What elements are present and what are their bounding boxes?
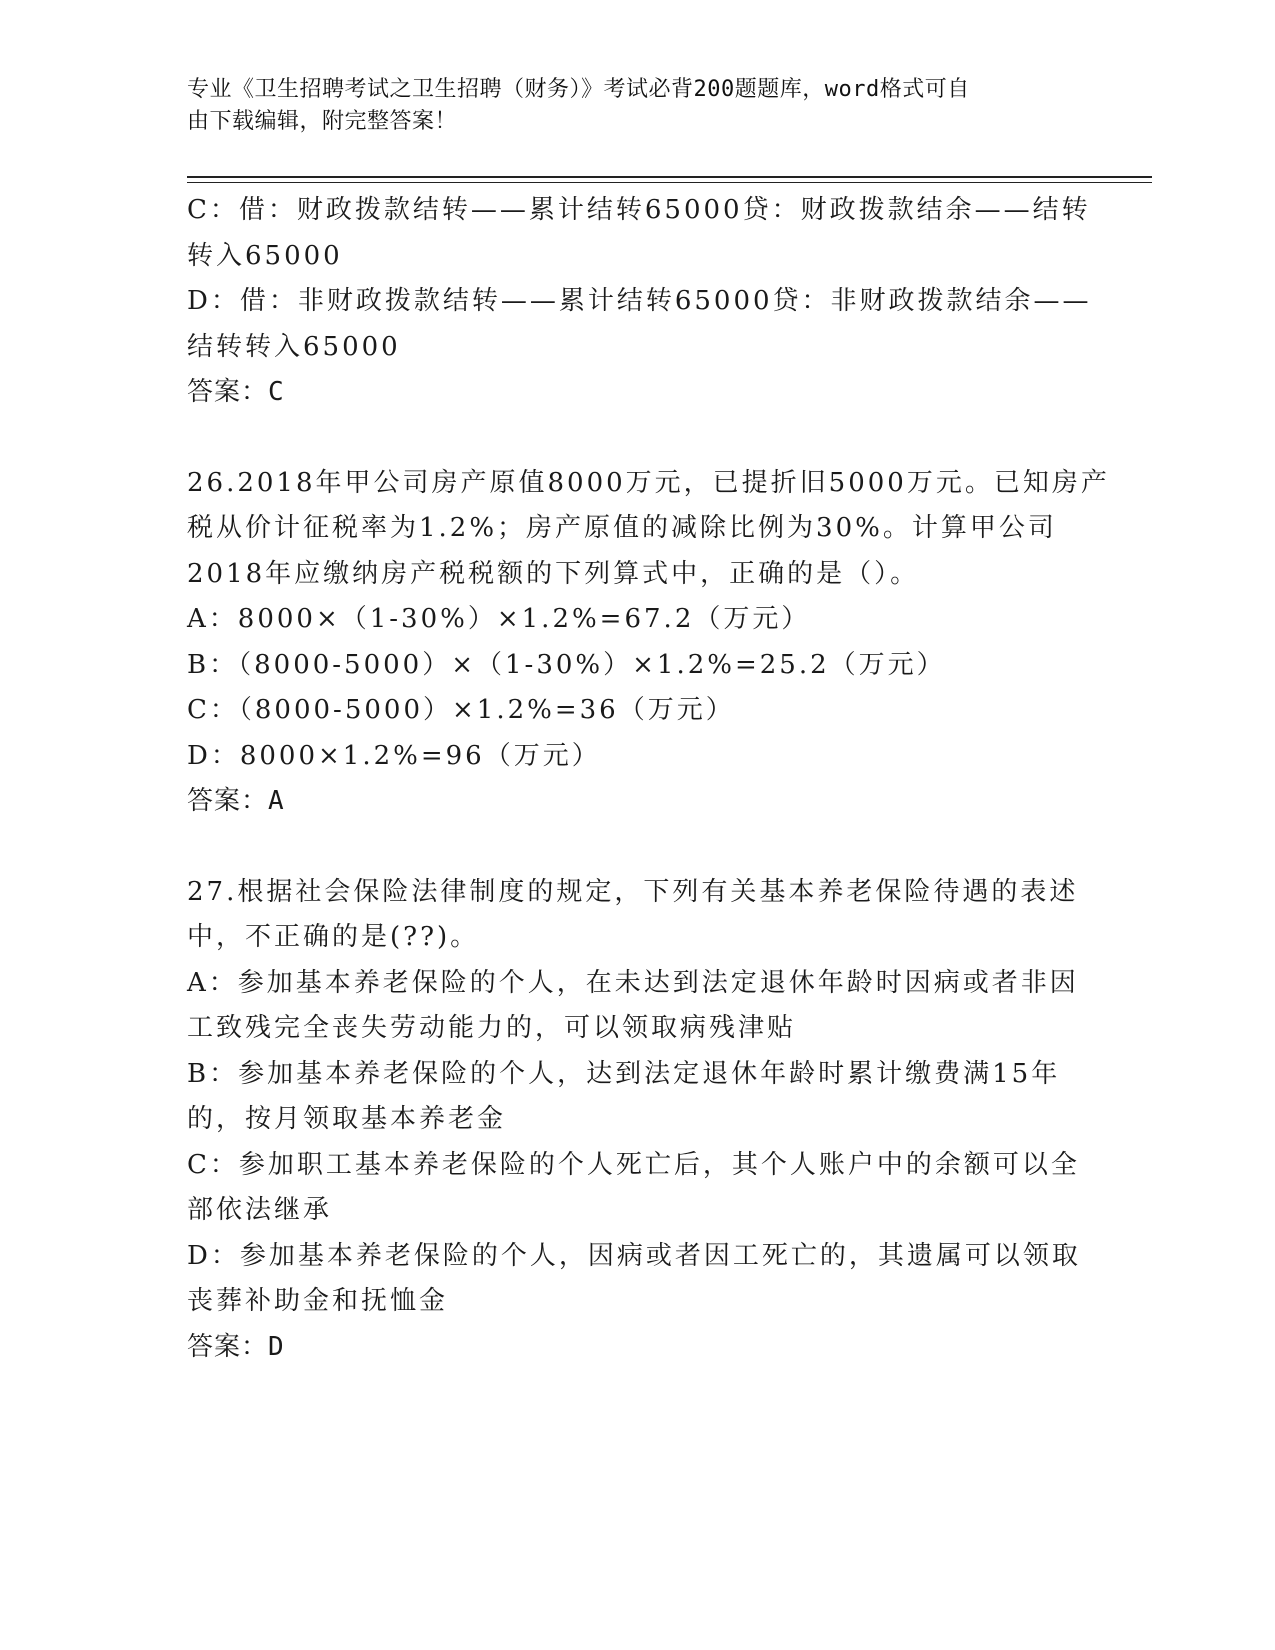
question-25-tail bbox=[187, 188, 1092, 416]
q27-option-b-line-1: B：参加基本养老保险的个人，达到法定退休年龄时累计缴费满15年 bbox=[187, 1058, 1061, 1089]
q27-stem-line-2: 中，不正确的是(??)。 bbox=[187, 922, 480, 952]
header-divider-thick bbox=[187, 176, 1152, 178]
q27-option-c-line-1: C：参加职工基本养老保险的个人死亡后，其个人账户中的余额可以全 bbox=[187, 1149, 1080, 1180]
q25-option-d-line-1: D：借：非财政拨款结转——累计结转65000贷：非财政拨款结余—— bbox=[187, 286, 1092, 316]
q27-option-c-line-2: 部依法继承 bbox=[187, 1195, 333, 1225]
q25-answer: 答案：C bbox=[187, 377, 285, 407]
document-header bbox=[187, 74, 1067, 138]
q26-option-a: A：8000×（1-30%）×1.2%=67.2（万元） bbox=[187, 604, 811, 634]
spacer bbox=[187, 825, 1087, 870]
q25-option-c-line-1: C：借：财政拨款结转——累计结转65000贷：财政拨款结余——结转 bbox=[187, 195, 1091, 225]
header-divider-thin bbox=[187, 182, 1152, 183]
question-content bbox=[187, 188, 1110, 1370]
q26-stem-line-3: 2018年应缴纳房产税税额的下列算式中，正确的是（）。 bbox=[187, 558, 920, 589]
q25-option-d-line-2: 结转转入65000 bbox=[187, 331, 401, 362]
q26-stem-line-1: 26.2018年甲公司房产原值8000万元，已提折旧5000万元。已知房产 bbox=[187, 467, 1110, 498]
q27-stem-line-1: 27.根据社会保险法律制度的规定，下列有关基本养老保险待遇的表述 bbox=[187, 876, 1079, 907]
q27-option-b-line-2: 的，按月领取基本养老金 bbox=[187, 1104, 507, 1134]
question-27 bbox=[187, 870, 1087, 1371]
q27-option-d-line-2: 丧葬补助金和抚恤金 bbox=[187, 1286, 449, 1316]
q27-option-a-line-2: 工致残完全丧失劳动能力的，可以领取病残津贴 bbox=[187, 1013, 797, 1043]
q26-option-b: B：（8000-5000）×（1-30%）×1.2%=25.2（万元） bbox=[187, 649, 946, 680]
header-line-2: 由下载编辑，附完整答案！ bbox=[187, 109, 458, 134]
q27-answer: 答案：D bbox=[187, 1331, 285, 1362]
q26-option-d: D：8000×1.2%=96（万元） bbox=[187, 740, 601, 771]
q26-option-c: C：（8000-5000）×1.2%=36（万元） bbox=[187, 695, 735, 725]
q27-option-a-line-1: A：参加基本养老保险的个人，在未达到法定退休年龄时因病或者非因 bbox=[187, 967, 1079, 998]
q25-option-c-line-2: 转入65000 bbox=[187, 240, 343, 271]
spacer bbox=[187, 416, 1087, 461]
header-line-1: 专业《卫生招聘考试之卫生招聘（财务）》考试必背200题题库，word格式可自 bbox=[187, 77, 970, 102]
q26-answer: 答案：A bbox=[187, 786, 285, 816]
q27-option-d-line-1: D：参加基本养老保险的个人，因病或者因工死亡的，其遗属可以领取 bbox=[187, 1240, 1081, 1271]
q26-stem-line-2: 税从价计征税率为1.2%；房产原值的减除比例为30%。计算甲公司 bbox=[187, 513, 1057, 543]
question-26 bbox=[187, 461, 1110, 825]
